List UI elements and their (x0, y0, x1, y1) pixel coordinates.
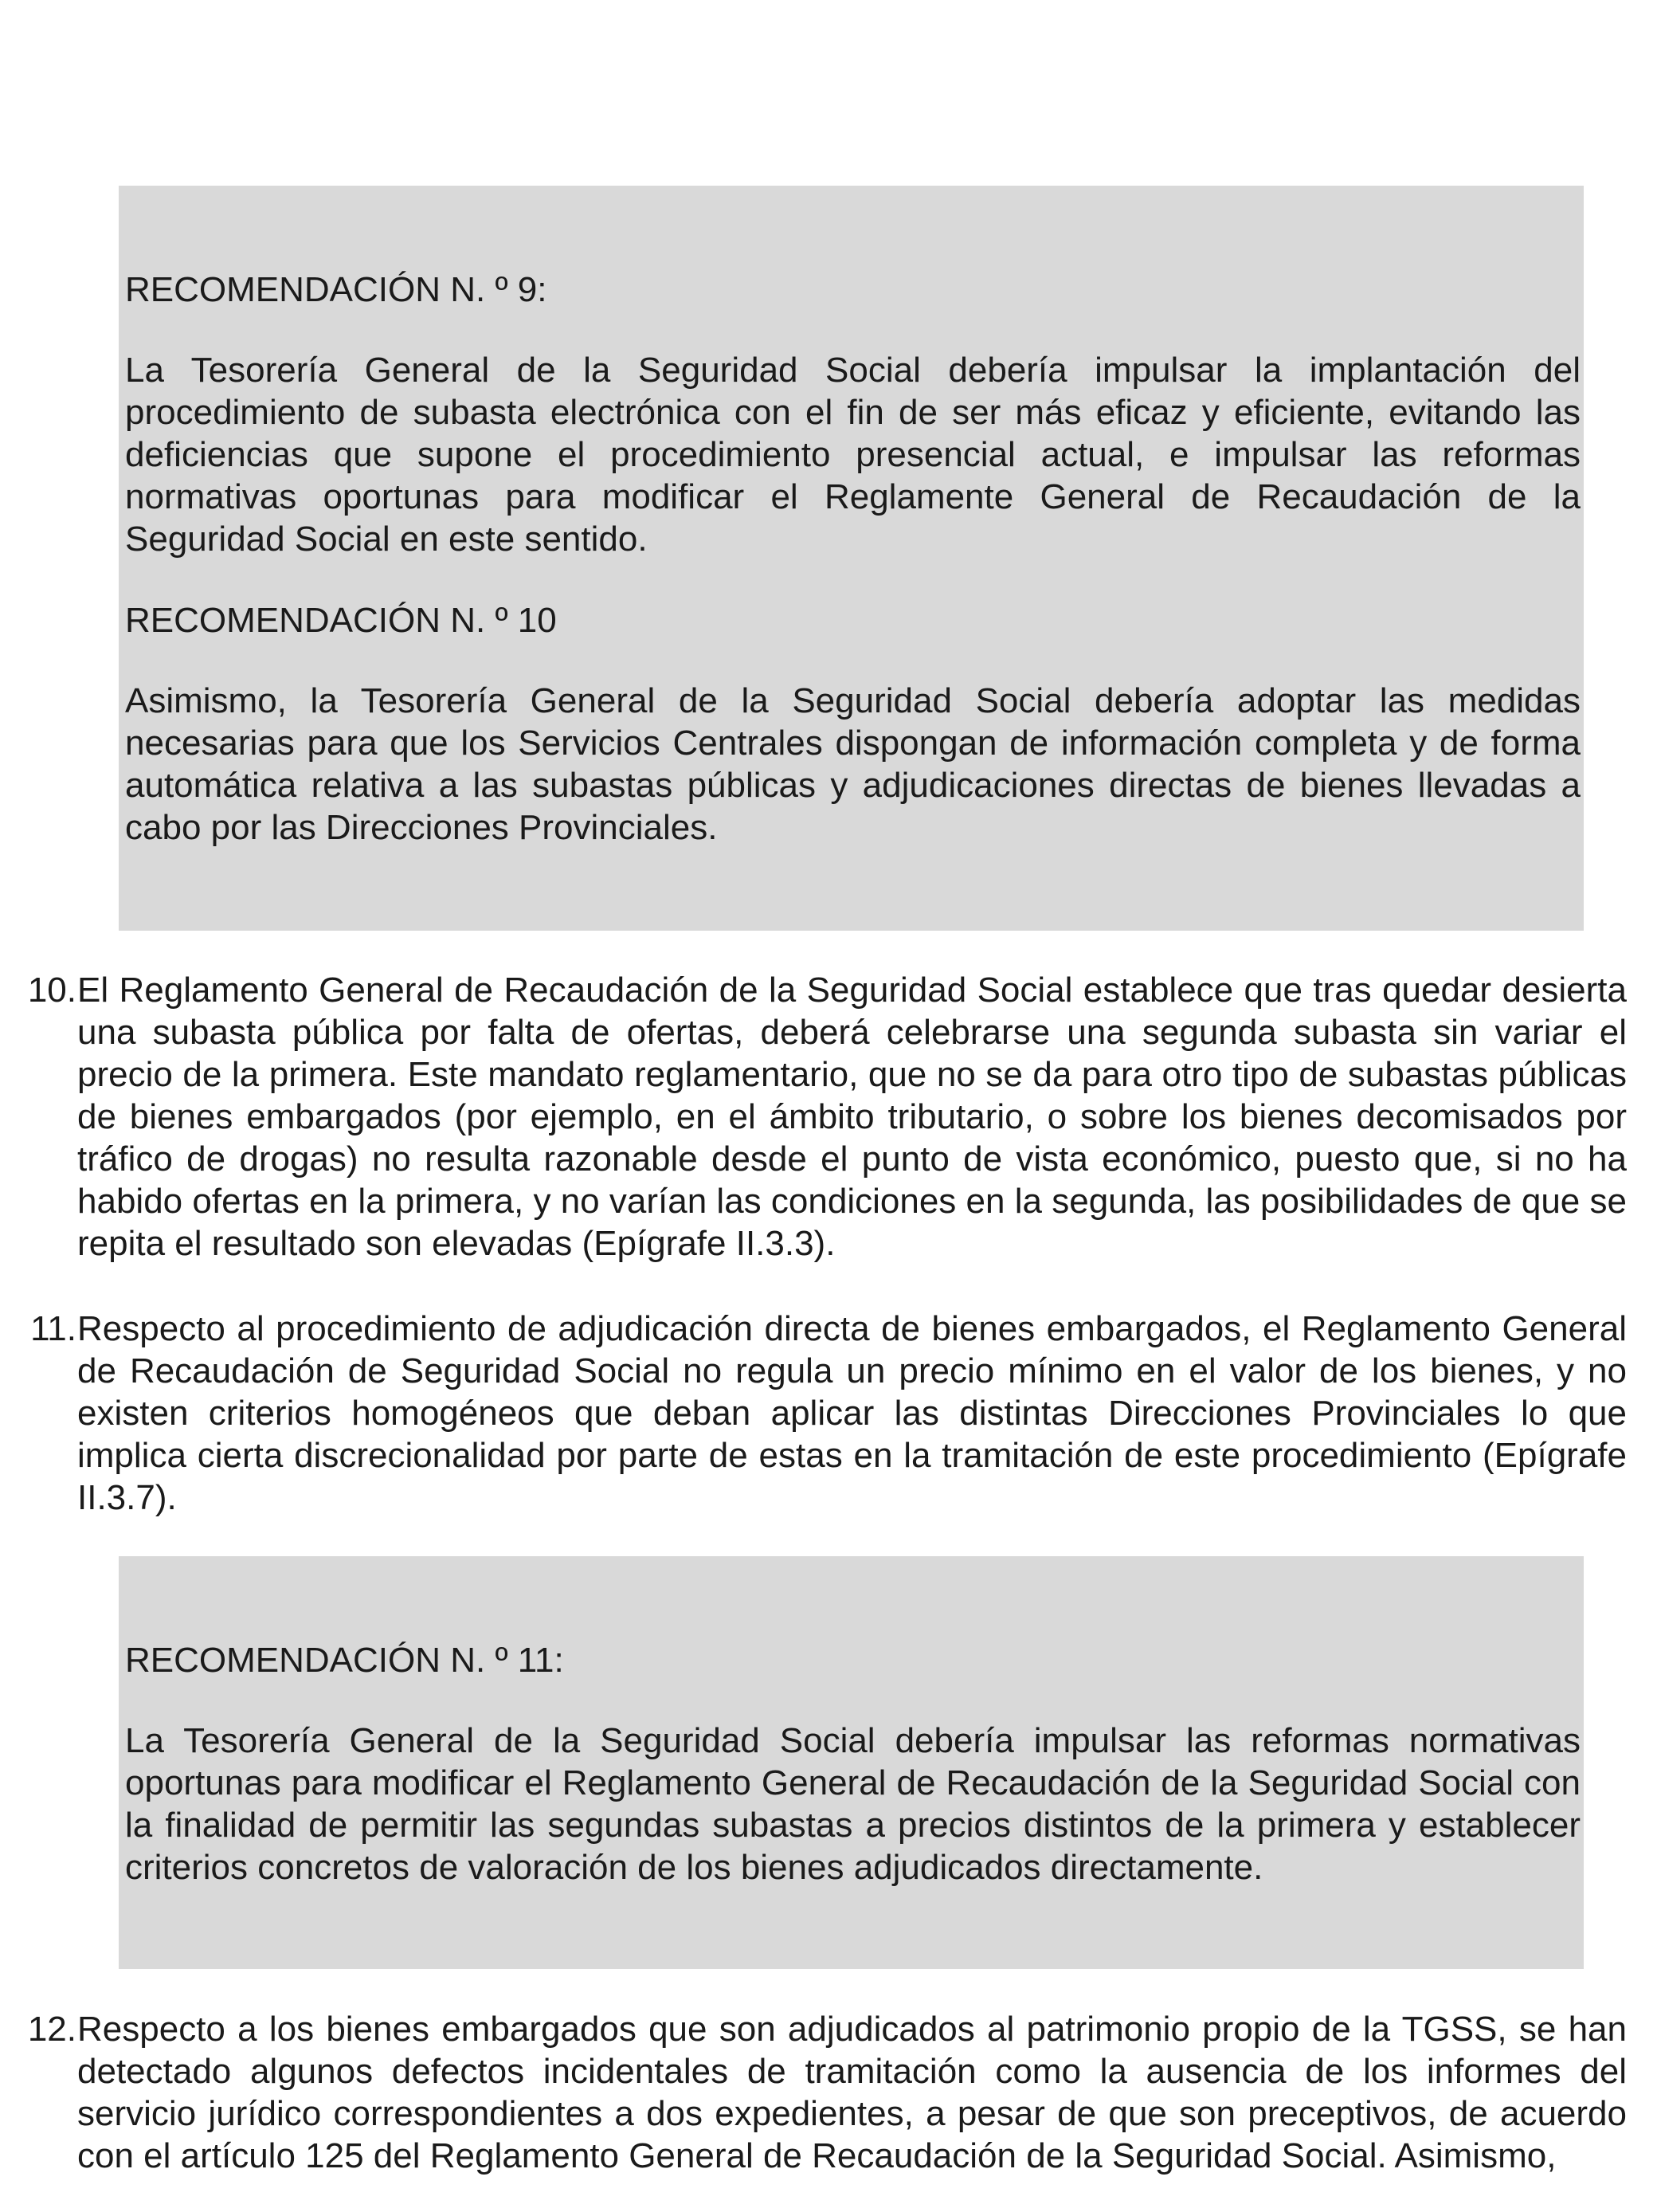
list-item-number: 10. (27, 971, 76, 1010)
recommendation-10-title: RECOMENDACIÓN N. º 10 (125, 601, 557, 640)
recommendation-9-text: La Tesorería General de la Seguridad Social debería impulsar la implantación del procedimiento de subasta electrónica con el fin de ser más eficaz y eficiente, evitando las deficiencias que supone el procedimiento presencial actual, e impulsar las reformas normativas oportunas para modificar el Reglamente General de Recaudación de la Seguridad Social en este sentido. (125, 351, 1581, 559)
list-item-number: 11. (30, 1309, 76, 1348)
list-item-number: 12. (27, 2010, 76, 2049)
list-item-text: Respecto al procedimiento de adjudicación directa de bienes embargados, el Reglamento General de Recaudación de Seguridad Social no regula un precio mínimo en el valor de los bienes, y no existen criterios homogéneos que deban aplicar las distintas Direcciones Provinciales lo que implica cierta discrecionalidad por parte de estas en la tramitación de este procedimiento (Epígrafe II.3.7). (77, 1309, 1627, 1517)
recommendation-9-title: RECOMENDACIÓN N. º 9: (125, 270, 547, 309)
recommendation-11-text: La Tesorería General de la Seguridad Social debería impulsar las reformas normativas oportunas para modificar el Reglamento General de Recaudación de la Seguridad Social con la finalidad de permitir las segundas subastas a precios distintos de la primera y establecer criterios concretos de valoración de los bienes adjudicados directamente. (125, 1721, 1581, 1887)
list-item-text: El Reglamento General de Recaudación de la Seguridad Social establece que tras quedar desierta una subasta pública por falta de ofertas, deberá celebrarse una segunda subasta sin variar el precio de la primera. Este mandato reglamentario, que no se da para otro tipo de subastas públicas de bienes embargados (por ejemplo, en el ámbito tributario, o sobre los bienes decomisados por tráfico de drogas) no resulta razonable desde el punto de vista económico, puesto que, si no ha habido ofertas en la primera, y no varían las condiciones en la segunda, las posibilidades de que se repita el resultado son elevadas (Epígrafe II.3.3). (77, 971, 1627, 1263)
recommendation-11-title: RECOMENDACIÓN N. º 11: (125, 1641, 564, 1680)
list-item-text: Respecto a los bienes embargados que son adjudicados al patrimonio propio de la TGSS, se han detectado algunos defectos incidentales de tramitación como la ausencia de los informes del servicio jurídico correspondientes a dos expedientes, a pesar de que son preceptivos, de acuerdo con el artículo 125 del Reglamento General de Recaudación de la Seguridad Social. Asimismo, (77, 2010, 1627, 2175)
recommendation-10-text: Asimismo, la Tesorería General de la Seguridad Social debería adoptar las medidas necesarias para que los Servicios Centrales dispongan de información completa y de forma automática relativa a las subastas públicas y adjudicaciones directas de bienes llevadas a cabo por las Direcciones Provinciales. (125, 681, 1581, 847)
